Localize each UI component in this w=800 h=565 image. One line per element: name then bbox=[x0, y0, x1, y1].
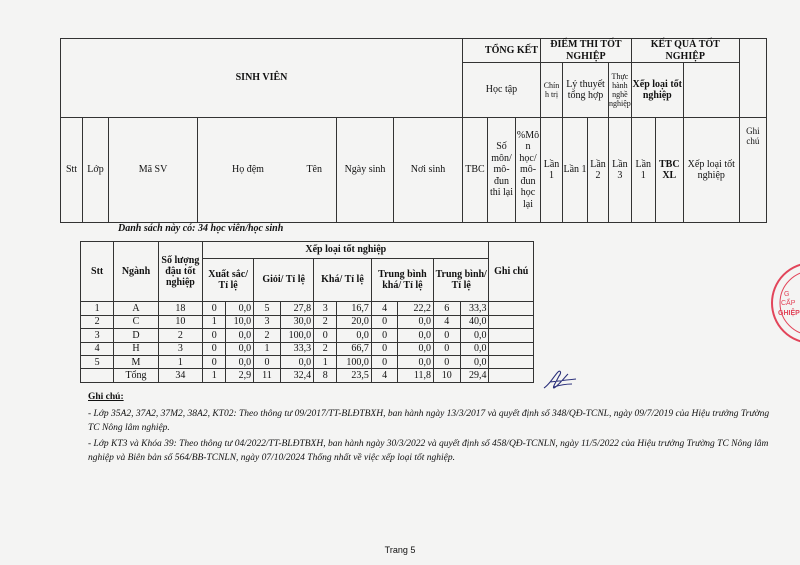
cell-so-luong: 18 bbox=[158, 302, 202, 315]
cell-gioi-tl: 32,4 bbox=[280, 369, 313, 383]
cell-gioi-tl: 33,3 bbox=[280, 342, 313, 355]
cell-tbkha-sl: 4 bbox=[371, 302, 398, 315]
cell-kha-sl: 2 bbox=[314, 315, 337, 328]
header-ket-qua: KẾT QUẢ TỐT NGHIỆP bbox=[631, 39, 739, 63]
col-pct-mon: %Mô n học/ mô- đun học lại bbox=[516, 118, 541, 223]
col-lan1-b: Lần 1 bbox=[563, 118, 588, 223]
cell-tbkha-tl: 0,0 bbox=[398, 342, 434, 355]
cell-nganh: C bbox=[114, 315, 158, 328]
cell-tbkha-tl: 11,8 bbox=[398, 369, 434, 383]
header-chinh-tri: Chín h trị bbox=[541, 63, 563, 118]
col-xep-loai: Xếp loại tốt nghiệp bbox=[683, 118, 739, 223]
cell-so-luong: 34 bbox=[158, 369, 202, 383]
col-lop: Lớp bbox=[83, 118, 109, 223]
cell-ghi-chu bbox=[489, 329, 534, 342]
cell-nganh: D bbox=[114, 329, 158, 342]
header-hoc-tap: Học tập bbox=[463, 63, 541, 118]
cell-tb-tl: 0,0 bbox=[460, 342, 489, 355]
cell-so-luong: 1 bbox=[158, 356, 202, 369]
cell-stt: 5 bbox=[81, 356, 114, 369]
cell-so-luong: 10 bbox=[158, 315, 202, 328]
cell-gioi-sl: 0 bbox=[254, 356, 281, 369]
cell-kha-sl: 1 bbox=[314, 356, 337, 369]
header-xep-loai: Xếp loại tốt nghiệp bbox=[631, 63, 683, 118]
col-ghi-chu: Ghi chú bbox=[739, 118, 766, 223]
notes-heading: Ghi chú: bbox=[88, 392, 124, 402]
sum-col-gioi: Giỏi/ Tỉ lệ bbox=[254, 258, 314, 302]
col-ho-dem-ten bbox=[198, 118, 337, 223]
col-stt: Stt bbox=[61, 118, 83, 223]
cell-xuat-sac-sl: 0 bbox=[203, 342, 226, 355]
col-lan3: Lần 3 bbox=[609, 118, 632, 223]
col-ma-sv: Mã SV bbox=[109, 118, 198, 223]
cell-gioi-sl: 3 bbox=[254, 315, 281, 328]
table-row bbox=[81, 302, 534, 315]
cell-ghi-chu bbox=[489, 342, 534, 355]
cell-so-luong: 3 bbox=[158, 342, 202, 355]
cell-nganh: H bbox=[114, 342, 158, 355]
classification-summary-table bbox=[80, 241, 534, 383]
cell-tb-tl: 33,3 bbox=[460, 302, 489, 315]
header-thuc-hanh: Thực hành nghề nghiệp bbox=[609, 63, 632, 118]
summary-rows bbox=[81, 302, 534, 383]
cell-xuat-sac-sl: 1 bbox=[203, 369, 226, 383]
cell-tbkha-tl: 0,0 bbox=[398, 356, 434, 369]
header-tong-ket: TỔNG KẾT bbox=[463, 39, 541, 63]
cell-tbkha-sl: 0 bbox=[371, 329, 398, 342]
cell-xuat-sac-sl: 0 bbox=[203, 356, 226, 369]
cell-xuat-sac-sl: 0 bbox=[203, 329, 226, 342]
cell-kha-sl: 2 bbox=[314, 342, 337, 355]
cell-kha-tl: 0,0 bbox=[337, 329, 371, 342]
col-ten: Tên bbox=[306, 164, 322, 176]
cell-xuat-sac-sl: 0 bbox=[203, 302, 226, 315]
student-count-note: Danh sách này có: 34 học viên/học sinh bbox=[118, 223, 284, 234]
cell-xuat-sac-sl: 1 bbox=[203, 315, 226, 328]
cell-xuat-sac-tl: 0,0 bbox=[226, 329, 254, 342]
table-row bbox=[81, 329, 534, 342]
cell-tb-tl: 0,0 bbox=[460, 329, 489, 342]
cell-xuat-sac-tl: 10,0 bbox=[226, 315, 254, 328]
cell-tb-sl: 0 bbox=[433, 342, 460, 355]
cell-gioi-tl: 100,0 bbox=[280, 329, 313, 342]
cell-tbkha-sl: 0 bbox=[371, 315, 398, 328]
cell-ghi-chu bbox=[489, 302, 534, 315]
notes-section bbox=[88, 391, 778, 469]
cell-stt: 2 bbox=[81, 315, 114, 328]
sum-col-ghi-chu: Ghi chú bbox=[489, 242, 534, 302]
cell-kha-sl: 8 bbox=[314, 369, 337, 383]
cell-tbkha-sl: 4 bbox=[371, 369, 398, 383]
cell-ghi-chu bbox=[489, 315, 534, 328]
col-tbc-xl: TBC XL bbox=[655, 118, 683, 223]
cell-xuat-sac-tl: 0,0 bbox=[226, 342, 254, 355]
cell-xuat-sac-tl: 2,9 bbox=[226, 369, 254, 383]
cell-kha-sl: 0 bbox=[314, 329, 337, 342]
cell-gioi-sl: 1 bbox=[254, 342, 281, 355]
col-lan2: Lần 2 bbox=[588, 118, 609, 223]
cell-tb-sl: 0 bbox=[433, 356, 460, 369]
sum-col-so-luong: Số lượng đậu tốt nghiệp bbox=[158, 242, 202, 302]
official-seal-stamp bbox=[770, 258, 800, 348]
header-sinh-vien: SINH VIÊN bbox=[61, 39, 463, 118]
cell-xuat-sac-tl: 0,0 bbox=[226, 356, 254, 369]
note-1: - Lớp 35A2, 37A2, 37M2, 38A2, KT02: Theo thông tư 09/2017/TT-BLĐTBXH, ban hành ngày 13/3/2017 và quyết định số 348/QĐ-TCNL, ngày 09/7/2019 của Hiệu trưởng Trường TC Nông lâm nghiệp. bbox=[88, 408, 770, 433]
header-diem-thi: ĐIỂM THI TỐT NGHIỆP bbox=[541, 39, 632, 63]
note-2: - Lớp KT3 và Khóa 39: Theo thông tư 04/2022/TT-BLĐTBXH, ban hành ngày 30/3/2022 và quyết định số 458/QĐ-TCNLN, ngày 11/5/2022 của Hiệu trưởng Trường TC Nông lâm nghiệp và Biên bản số 564/BB-TCNLN, ngày 07/10/2024 Thống nhất về việc xếp loại tốt nghiệp. bbox=[88, 439, 769, 464]
table-row bbox=[81, 369, 534, 383]
col-lan1-a: Lần 1 bbox=[541, 118, 563, 223]
cell-nganh: Tổng bbox=[114, 369, 158, 383]
cell-so-luong: 2 bbox=[158, 329, 202, 342]
svg-text:GHIỆP: GHIỆP bbox=[778, 310, 800, 317]
header-ly-thuyet: Lý thuyết tổng hợp bbox=[563, 63, 609, 118]
cell-kha-tl: 16,7 bbox=[337, 302, 371, 315]
cell-tb-sl: 10 bbox=[433, 369, 460, 383]
sum-col-kha: Khá/ Tỉ lệ bbox=[314, 258, 372, 302]
cell-xuat-sac-tl: 0,0 bbox=[226, 302, 254, 315]
signature-mark bbox=[540, 366, 580, 394]
cell-kha-tl: 66,7 bbox=[337, 342, 371, 355]
sum-col-nganh: Ngành bbox=[114, 242, 158, 302]
cell-tb-sl: 6 bbox=[433, 302, 460, 315]
page-number: Trang 5 bbox=[384, 545, 416, 555]
col-noi-sinh: Nơi sinh bbox=[394, 118, 463, 223]
table-row bbox=[81, 356, 534, 369]
cell-stt: 3 bbox=[81, 329, 114, 342]
cell-tb-sl: 4 bbox=[433, 315, 460, 328]
cell-stt bbox=[81, 369, 114, 383]
cell-tbkha-tl: 0,0 bbox=[398, 315, 434, 328]
sum-col-stt: Stt bbox=[81, 242, 114, 302]
sum-col-tb: Trung bình/ Tỉ lệ bbox=[433, 258, 489, 302]
cell-gioi-sl: 5 bbox=[254, 302, 281, 315]
sum-col-tb-kha: Trung bình khá/ Tỉ lệ bbox=[371, 258, 433, 302]
svg-text:CẤP: CẤP bbox=[781, 300, 796, 307]
cell-gioi-tl: 30,0 bbox=[280, 315, 313, 328]
col-so-mon: Số môn/ mô- đun thi lại bbox=[488, 118, 516, 223]
sum-col-xuat-sac: Xuất sắc/ Tỉ lệ bbox=[203, 258, 254, 302]
cell-kha-tl: 100,0 bbox=[337, 356, 371, 369]
col-ngay-sinh: Ngày sinh bbox=[337, 118, 394, 223]
cell-stt: 4 bbox=[81, 342, 114, 355]
cell-tb-tl: 0,0 bbox=[460, 356, 489, 369]
col-ho-dem: Họ đệm bbox=[232, 164, 264, 176]
cell-tbkha-tl: 22,2 bbox=[398, 302, 434, 315]
col-tbc: TBC bbox=[463, 118, 488, 223]
cell-tb-tl: 29,4 bbox=[460, 369, 489, 383]
graduation-results-header-table bbox=[60, 38, 767, 223]
cell-gioi-sl: 2 bbox=[254, 329, 281, 342]
table-row bbox=[81, 342, 534, 355]
table-row bbox=[81, 315, 534, 328]
cell-nganh: M bbox=[114, 356, 158, 369]
cell-ghi-chu bbox=[489, 356, 534, 369]
cell-gioi-tl: 0,0 bbox=[280, 356, 313, 369]
header-ghi-chu-blank bbox=[739, 39, 766, 118]
cell-tbkha-sl: 0 bbox=[371, 342, 398, 355]
cell-gioi-sl: 11 bbox=[254, 369, 281, 383]
cell-kha-tl: 20,0 bbox=[337, 315, 371, 328]
cell-gioi-tl: 27,8 bbox=[280, 302, 313, 315]
cell-ghi-chu bbox=[489, 369, 534, 383]
cell-stt: 1 bbox=[81, 302, 114, 315]
cell-kha-sl: 3 bbox=[314, 302, 337, 315]
cell-tbkha-sl: 0 bbox=[371, 356, 398, 369]
cell-kha-tl: 23,5 bbox=[337, 369, 371, 383]
cell-nganh: A bbox=[114, 302, 158, 315]
svg-text:G: G bbox=[784, 291, 790, 298]
sum-header-xep-loai: Xếp loại tốt nghiệp bbox=[203, 242, 489, 259]
col-lan1-c: Lần 1 bbox=[631, 118, 655, 223]
cell-tb-sl: 0 bbox=[433, 329, 460, 342]
cell-tbkha-tl: 0,0 bbox=[398, 329, 434, 342]
cell-tb-tl: 40,0 bbox=[460, 315, 489, 328]
